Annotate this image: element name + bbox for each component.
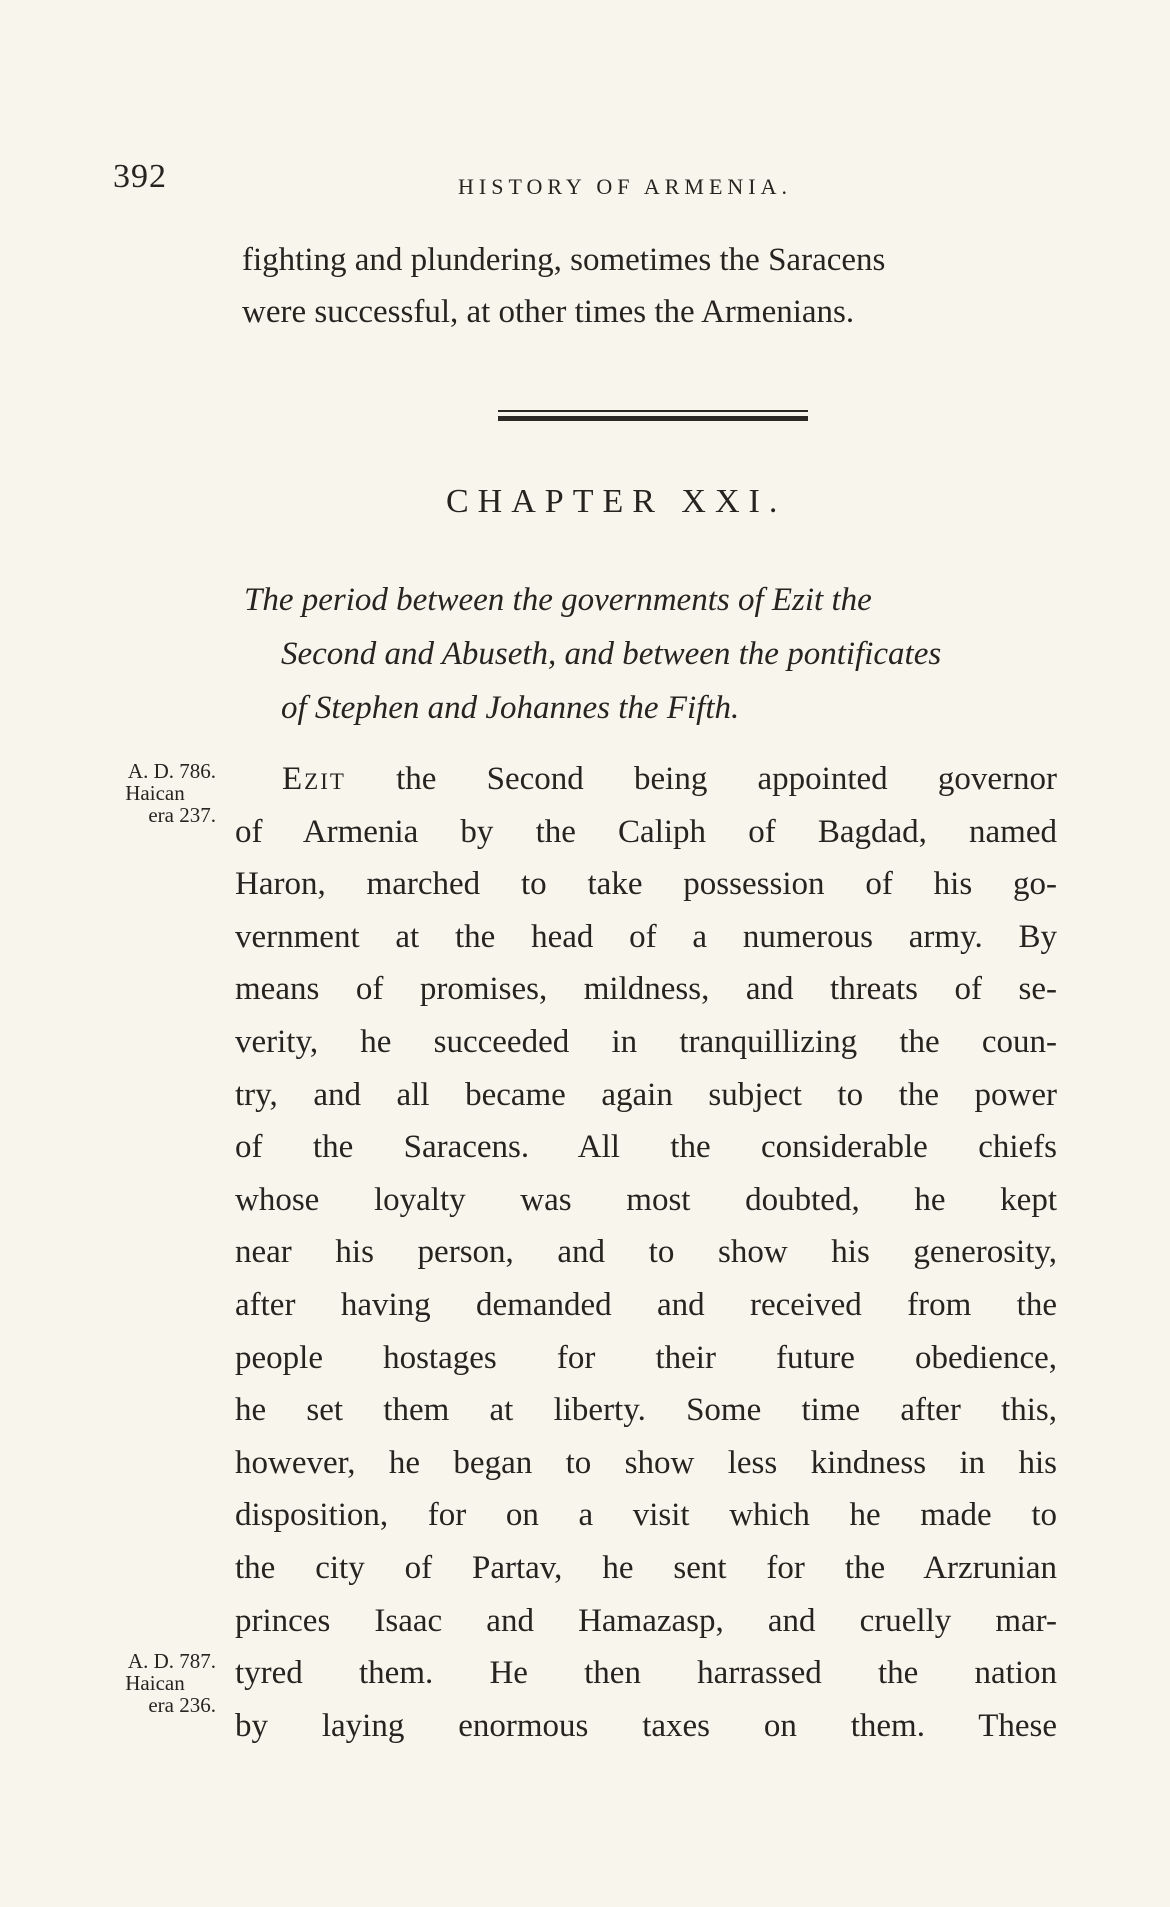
summary-line: of Stephen and Johannes the Fifth. (281, 690, 740, 726)
text-line: princes Isaac and Hamazasp, and cruelly mar- (235, 1602, 1057, 1639)
chapter-summary (244, 573, 1064, 735)
text-line: tyred them. He then harrassed the nation (235, 1655, 1057, 1692)
running-head: HISTORY OF ARMENIA. (458, 174, 792, 199)
text-line: were successful, at other times the Armenians. (242, 294, 855, 330)
first-line-text: the Second being appointed governor (345, 761, 1057, 797)
text-line: of Armenia by the Caliph of Bagdad, named (235, 813, 1057, 850)
summary-line: Second and Abuseth, and between the pontificates (281, 636, 942, 672)
margin-note-787 (96, 1650, 216, 1716)
text-line: people hostages for their future obedience, (235, 1339, 1057, 1376)
text-line: vernment at the head of a numerous army. By (235, 918, 1057, 955)
text-line: however, he began to show less kindness in his (235, 1444, 1057, 1481)
text-line: he set them at liberty. Some time after this, (235, 1392, 1057, 1429)
lead-word: Ezit (282, 761, 346, 797)
summary-line: The period between the governments of Ezit the (244, 582, 872, 618)
margin-note-label: Haican (125, 1671, 185, 1695)
chapter-title: CHAPTER XXI. (446, 483, 787, 520)
margin-note-date: A. D. 787. (127, 1649, 216, 1673)
text-line: near his person, and to show his generosity, (235, 1234, 1057, 1271)
section-divider (498, 410, 808, 421)
body-paragraph (235, 753, 1057, 1752)
text-line: after having demanded and received from the (235, 1286, 1057, 1323)
page-number: 392 (113, 158, 167, 195)
margin-note-era: era 237. (148, 803, 216, 827)
margin-note-era: era 236. (148, 1693, 216, 1717)
text-line: Haron, marched to take possession of his go- (235, 866, 1057, 903)
text-line: means of promises, mildness, and threats of se- (235, 971, 1057, 1008)
text-line: the city of Partav, he sent for the Arzrunian (235, 1549, 1057, 1586)
text-line: try, and all became again subject to the power (235, 1076, 1057, 1113)
text-line: whose loyalty was most doubted, he kept (235, 1181, 1057, 1218)
margin-note-label: Haican (125, 781, 185, 805)
text-line: fighting and plundering, sometimes the Saracens (242, 242, 886, 278)
text-line: verity, he succeeded in tranquillizing the coun- (235, 1023, 1057, 1060)
continued-paragraph (242, 234, 1057, 338)
text-line: by laying enormous taxes on them. These (235, 1707, 1057, 1744)
margin-note-786 (96, 760, 216, 826)
text-line-first (235, 753, 1057, 806)
text-line: of the Saracens. All the considerable chiefs (235, 1129, 1057, 1166)
margin-note-date: A. D. 786. (127, 759, 216, 783)
text-line: disposition, for on a visit which he made to (235, 1497, 1057, 1534)
